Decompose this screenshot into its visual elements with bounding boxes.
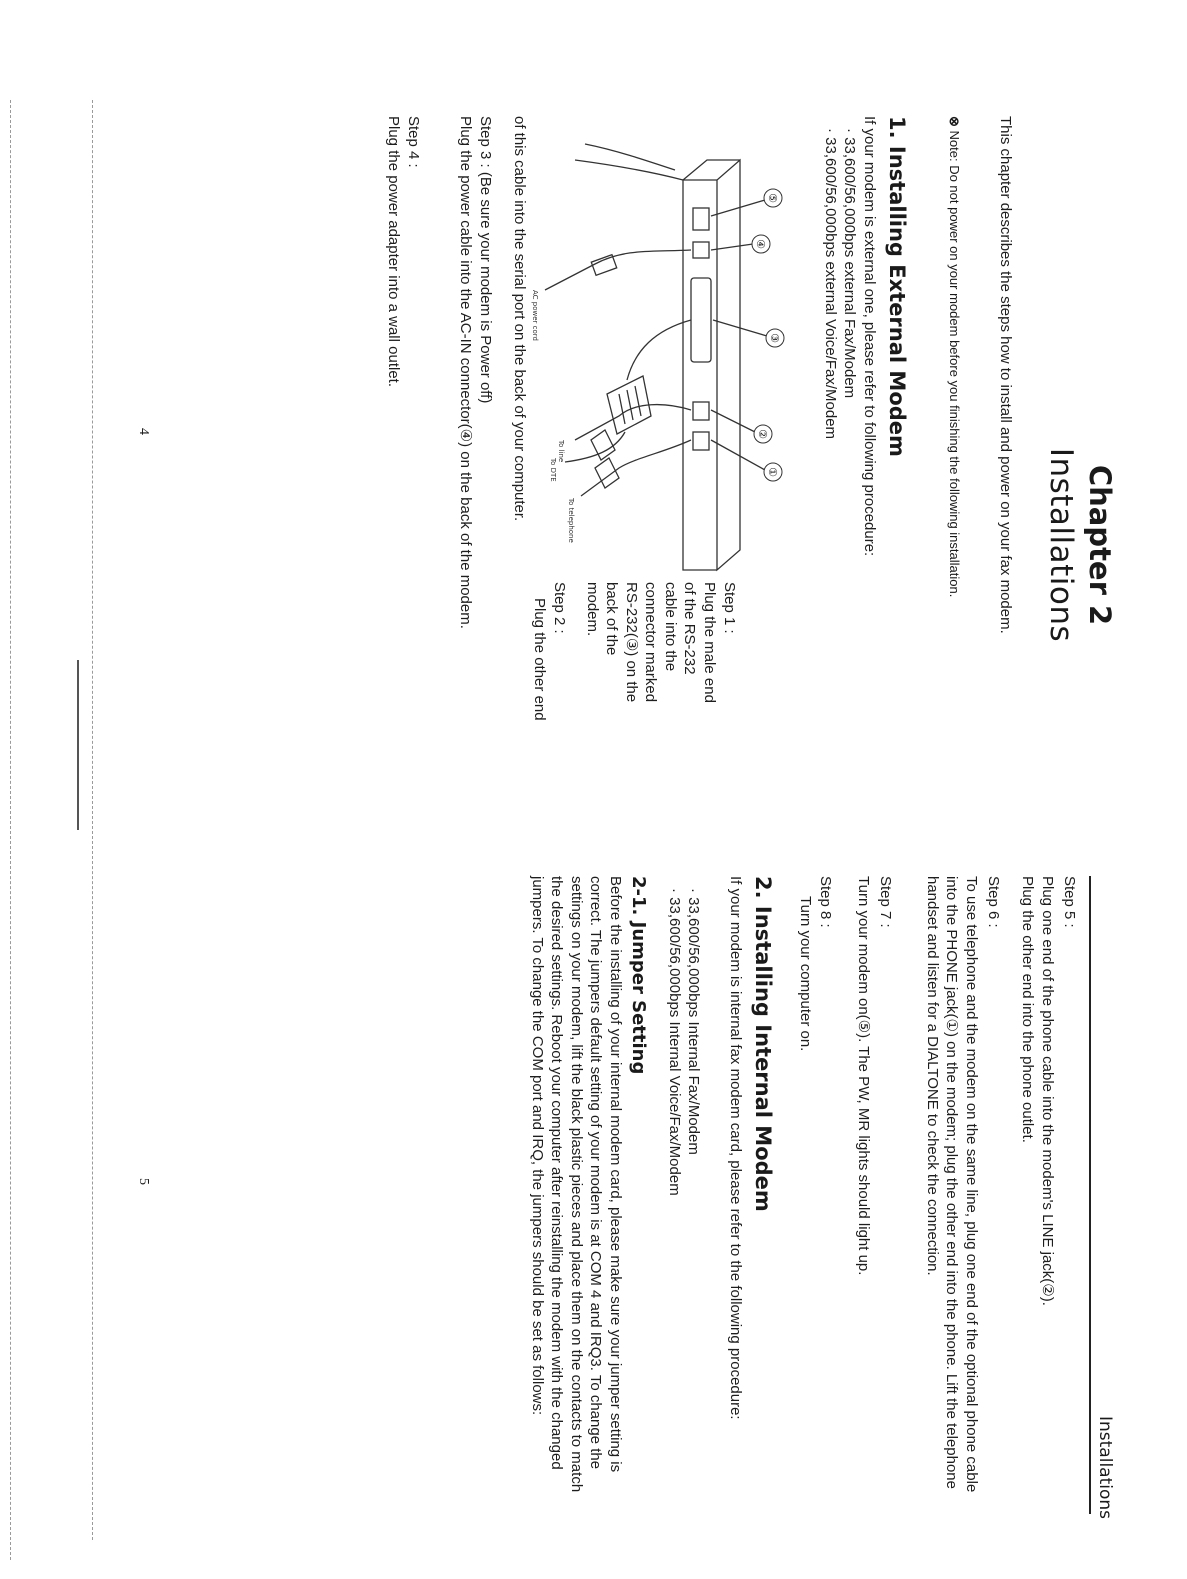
step3-text: Plug the power cable into the AC-IN connector(④) on the back of the modem. xyxy=(457,116,474,629)
step1-label: Step 1 : xyxy=(721,582,738,634)
phone-cord xyxy=(581,440,691,496)
line-jack xyxy=(693,402,709,420)
chapter-title: Installations xyxy=(1043,447,1079,643)
header-rule xyxy=(1089,876,1091,1514)
ac-cord xyxy=(545,250,691,290)
label-telephone: To telephone xyxy=(567,498,575,543)
callout-4: ④ xyxy=(754,239,767,249)
step5-label: Step 5 : xyxy=(1061,876,1078,928)
rs232-connector xyxy=(691,278,711,362)
section2-bullet-2: · 33,600/56,000bps Internal Voice/Fax/Modem xyxy=(665,888,685,1196)
section2-heading: 2. Installing Internal Modem xyxy=(751,876,775,1212)
section1-heading: 1. Installing External Modem xyxy=(885,116,909,457)
step2-text-line2: of this cable into the serial port on the back of your computer. xyxy=(511,116,528,522)
ac-in-jack xyxy=(693,242,709,258)
section1-lead: If your modem is external one, please refer to following procedure: xyxy=(861,116,878,557)
callout-5: ⑤ xyxy=(766,193,779,203)
scan-edge-artifact-2 xyxy=(10,100,11,1560)
step6-text: To use telephone and the modem on the same line, plug one end of the optional phone cable into the PHONE jack(①) on the modem; plug the other end into the phone. Lift the telephone handset and listen for a DIALTONE to check the connection. xyxy=(924,876,980,1493)
step6-label: Step 6 : xyxy=(985,876,1002,928)
section2-lead: If your modem is internal fax modem card, please refer to the following procedure: xyxy=(727,876,744,1420)
section1-bullet-1: · 33,600/56,000bps external Fax/Modem xyxy=(840,128,860,398)
page-number-right: 5 xyxy=(136,1178,151,1185)
callout-2: ② xyxy=(756,429,769,439)
intro-paragraph: This chapter describes the steps how to install and power on your fax modem. xyxy=(997,116,1014,634)
step5-line1: Plug one end of the phone cable into the modem's LINE jack(②). xyxy=(1039,876,1056,1306)
power-switch xyxy=(693,208,709,230)
callout-1: ① xyxy=(766,467,779,477)
chassis-side xyxy=(683,160,740,180)
step4-label: Step 4 : xyxy=(405,116,422,168)
step2-text-line1: Plug the other end xyxy=(531,598,548,721)
modem-back-panel-figure xyxy=(505,140,795,580)
section2-bullet-1: · 33,600/56,000bps Internal Fax/Modem xyxy=(684,888,704,1155)
phone-jack xyxy=(693,432,709,450)
line-cord xyxy=(575,405,691,440)
note-text: Note: Do not power on your modem before you finishing the following installation. xyxy=(947,130,962,598)
step8-text: Turn your computer on. xyxy=(797,896,814,1052)
label-line: To line xyxy=(557,440,565,463)
scan-edge-mark xyxy=(77,660,79,830)
running-header: Installations xyxy=(1095,1416,1115,1520)
callout-3: ③ xyxy=(768,333,781,343)
step3-label: Step 3 : (Be sure your modem is Power off) xyxy=(477,116,494,404)
step7-label: Step 7 : xyxy=(877,876,894,928)
step1-text: Plug the male end of the RS-232 cable into the connector marked RS-232(③) on the back of the modem. xyxy=(584,582,718,703)
step4-text: Plug the power adapter into a wall outlet. xyxy=(385,116,402,388)
step7-text: Turn your modem on(⑤). The PW, MR lights should light up. xyxy=(855,876,872,1276)
note-block xyxy=(946,116,963,916)
section21-heading: 2-1. Jumper Setting xyxy=(628,876,649,1075)
section21-text: Before the installing of your internal modem card, please make sure your jumper setting is correct. The jumpers default setting of your modem is at COM 4 and IRQ3. To change the settings on your modem, lift the black plastic pieces and place them on the contacts to match the desired settings. Reboot your computer after reinstalling the modem with the changed jumpers. To change the COM port and IRQ, the jumpers should be set as follows: xyxy=(529,876,624,1493)
step2-label: Step 2 : xyxy=(551,582,568,634)
section1-bullet-2: · 33,600/56,000bps external Voice/Fax/Modem xyxy=(821,128,841,439)
label-dte: To DTE xyxy=(549,458,557,482)
chapter-number: Chapter 2 xyxy=(1083,464,1117,626)
step5-line2: Plug the other end into the phone outlet. xyxy=(1019,876,1036,1143)
scan-edge-artifact xyxy=(92,100,93,1540)
page-number-left: 4 xyxy=(136,428,151,435)
note-icon: ⊗ xyxy=(947,116,962,131)
chassis-front xyxy=(683,180,717,570)
chassis-top xyxy=(717,160,740,570)
label-ac-cord: AC power cord xyxy=(531,290,539,341)
step8-label: Step 8 : xyxy=(817,876,834,928)
